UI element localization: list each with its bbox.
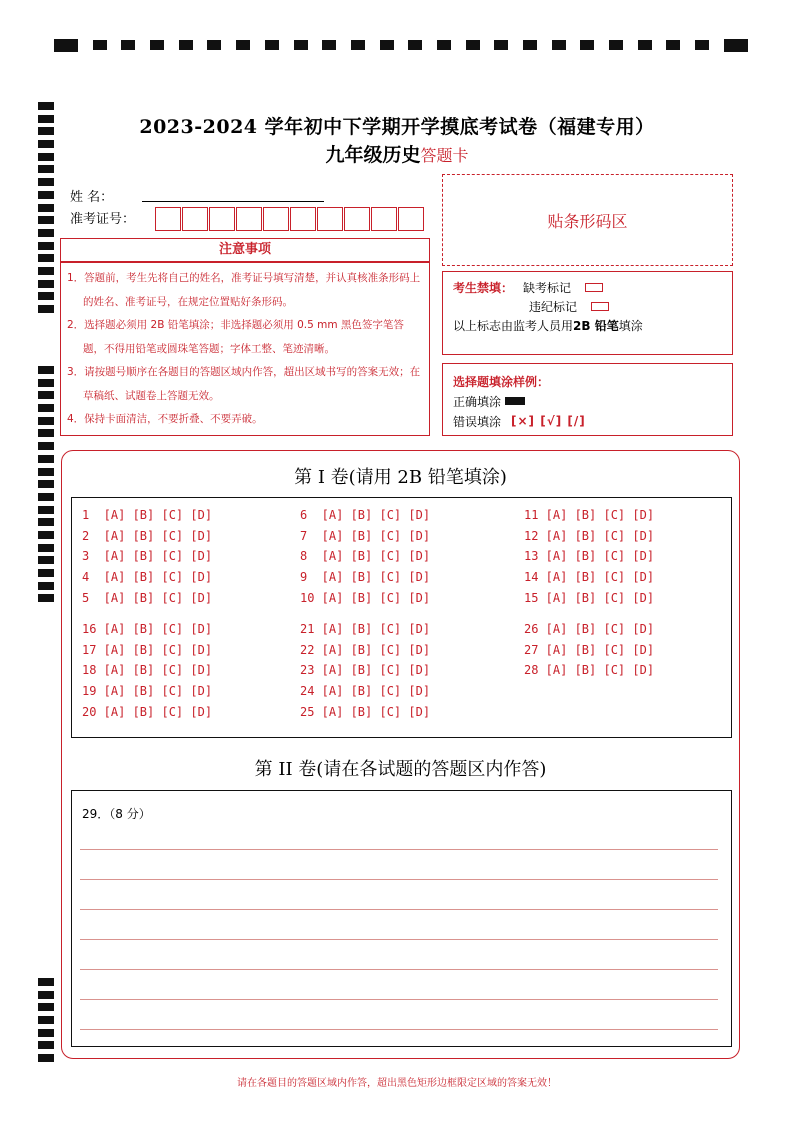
answer-line[interactable] <box>80 999 718 1000</box>
answer-options[interactable]: [A] [B] [C] [D] <box>538 508 655 522</box>
registration-mark <box>93 40 107 50</box>
answer-line[interactable] <box>80 939 718 940</box>
section-1-title: 第 I 卷(请用 2B 铅笔填涂) <box>294 467 507 488</box>
registration-mark <box>38 493 54 501</box>
question-number: 17 <box>82 642 97 657</box>
choice-question[interactable] <box>82 570 212 584</box>
exam-title: 2023-2024 学年初中下学期开学摸底考试卷（福建专用） <box>139 116 655 138</box>
question-number: 24 <box>300 684 315 699</box>
violation-mark-label: 违纪标记 <box>529 300 578 314</box>
exam-id-cell[interactable] <box>263 207 289 231</box>
question-number: 14 <box>524 570 539 585</box>
choice-question[interactable] <box>300 529 430 543</box>
registration-mark <box>121 40 135 50</box>
choice-question[interactable] <box>300 508 430 522</box>
choice-question[interactable] <box>524 549 654 563</box>
choice-question[interactable] <box>300 684 430 698</box>
answer-options[interactable]: [A] [B] [C] [D] <box>96 663 213 678</box>
notice-item-4: 4．保持卡面清洁，不要折叠、不要弄破。 <box>67 413 263 425</box>
choice-question[interactable] <box>82 622 212 636</box>
registration-mark <box>38 569 54 577</box>
question-number: 15 <box>524 590 539 605</box>
choice-question[interactable] <box>524 529 654 543</box>
exam-id-cell[interactable] <box>236 207 262 231</box>
notice-body <box>60 262 430 436</box>
exam-id-cell[interactable] <box>209 207 235 231</box>
exam-id-cell[interactable] <box>371 207 397 231</box>
choice-question[interactable] <box>524 663 654 677</box>
question-number: 8 <box>300 549 315 564</box>
answer-options[interactable]: [A] [B] [C] [D] <box>96 590 213 605</box>
registration-mark <box>380 40 394 50</box>
registration-mark <box>38 379 54 387</box>
question-number: 1 <box>82 508 97 522</box>
exam-id-cell[interactable] <box>290 207 316 231</box>
answer-line[interactable] <box>80 849 718 850</box>
registration-mark <box>38 1003 54 1011</box>
exam-subtitle <box>0 140 794 167</box>
question-29-answer-box <box>71 790 732 1047</box>
registration-mark <box>38 292 54 300</box>
answer-line[interactable] <box>80 909 718 910</box>
exam-id-label: 准考证号： <box>70 212 136 227</box>
choice-question[interactable] <box>300 549 430 563</box>
registration-mark <box>38 305 54 313</box>
question-number: 10 <box>300 590 315 605</box>
correct-fill-example <box>505 397 525 405</box>
answer-options[interactable]: [A] [B] [C] [D] <box>96 528 213 543</box>
question-number: 7 <box>300 528 315 543</box>
name-field[interactable] <box>142 188 324 202</box>
registration-mark <box>38 178 54 186</box>
question-number: 9 <box>300 570 315 585</box>
name-label: 姓 名： <box>70 190 114 205</box>
answer-options[interactable]: [A] [B] [C] [D] <box>314 508 431 522</box>
registration-mark <box>724 39 748 52</box>
registration-mark <box>580 40 594 50</box>
answer-options[interactable]: [A] [B] [C] [D] <box>314 528 431 543</box>
registration-mark <box>38 468 54 476</box>
wrong-fill-label: 错误填涂 <box>453 414 502 429</box>
registration-mark <box>38 102 54 110</box>
choice-question[interactable] <box>82 508 212 522</box>
registration-mark <box>666 40 680 50</box>
registration-mark <box>150 40 164 50</box>
question-number: 27 <box>524 642 539 657</box>
exam-id-cell[interactable] <box>155 207 181 231</box>
registration-mark <box>408 40 422 50</box>
choice-question[interactable] <box>524 622 654 636</box>
registration-mark <box>38 391 54 399</box>
answer-options[interactable]: [A] [B] [C] [D] <box>96 642 213 657</box>
answer-options[interactable]: [A] [B] [C] [D] <box>314 704 431 719</box>
choice-question[interactable] <box>82 591 212 605</box>
wrong-fill-examples: [×] [√] [/] <box>511 414 586 428</box>
exam-id-cells[interactable] <box>155 207 425 231</box>
answer-options[interactable]: [A] [B] [C] [D] <box>314 549 431 564</box>
registration-mark <box>695 40 709 50</box>
registration-mark <box>207 40 221 50</box>
registration-mark <box>38 594 54 602</box>
registration-mark <box>38 191 54 199</box>
choice-question[interactable] <box>82 643 212 657</box>
question-number: 22 <box>300 642 315 657</box>
choice-question[interactable] <box>82 684 212 698</box>
answer-options[interactable]: [A] [B] [C] [D] <box>538 528 655 543</box>
exam-id-cell[interactable] <box>317 207 343 231</box>
answer-options[interactable]: [A] [B] [C] [D] <box>538 549 655 564</box>
exam-id-cell[interactable] <box>182 207 208 231</box>
answer-options[interactable]: [A] [B] [C] [D] <box>314 622 431 636</box>
answer-line[interactable] <box>80 969 718 970</box>
choice-question[interactable] <box>300 663 430 677</box>
forbid-note-suffix: 填涂 <box>618 319 643 333</box>
choice-question[interactable] <box>524 643 654 657</box>
registration-mark <box>38 991 54 999</box>
registration-mark <box>466 40 480 50</box>
registration-mark <box>179 40 193 50</box>
notice-item-3: 3．请按题号顺序在各题目的答题区域内作答，超出区域书写的答案无效；在草稿纸、试题卷上答题无效。 <box>67 366 421 402</box>
question-number: 18 <box>82 663 97 678</box>
question-number: 2 <box>82 528 97 543</box>
registration-mark <box>38 556 54 564</box>
notice-title: 注意事项 <box>60 238 430 262</box>
registration-mark <box>494 40 508 50</box>
question-number: 12 <box>524 528 539 543</box>
question-number: 11 <box>524 508 539 522</box>
registration-mark <box>638 40 652 50</box>
registration-mark <box>552 40 566 50</box>
registration-mark <box>351 40 365 50</box>
question-number: 25 <box>300 704 315 719</box>
answer-options[interactable]: [A] [B] [C] [D] <box>538 590 655 605</box>
registration-mark <box>38 506 54 514</box>
choice-question[interactable] <box>82 663 212 677</box>
answer-line[interactable] <box>80 1029 718 1030</box>
sample-title: 选择题填涂样例： <box>453 374 550 389</box>
exam-id-cell[interactable] <box>398 207 424 231</box>
answer-options[interactable]: [A] [B] [C] [D] <box>538 642 655 657</box>
question-number: 13 <box>524 549 539 564</box>
question-29-label: 29．（8 分） <box>82 807 151 821</box>
registration-mark <box>38 1054 54 1062</box>
registration-mark <box>609 40 623 50</box>
choice-question[interactable] <box>82 529 212 543</box>
choice-question[interactable] <box>82 705 212 719</box>
registration-mark <box>437 40 451 50</box>
question-number: 19 <box>82 684 97 699</box>
answer-options[interactable]: [A] [B] [C] [D] <box>314 590 431 605</box>
notice-item-1: 1．答题前，考生先将自己的姓名，准考证号填写清楚，并认真核准条形码上的姓名、准考证号，在规定位置贴好条形码。 <box>67 272 421 308</box>
fill-sample-box <box>442 363 733 436</box>
answer-options[interactable]: [A] [B] [C] [D] <box>96 508 213 522</box>
choice-question[interactable] <box>524 570 654 584</box>
footer-warning: 请在各题目的答题区域内作答，超出黑色矩形边框限定区域的答案无效！ <box>237 1078 557 1089</box>
top-registration-marks <box>54 38 748 52</box>
question-number: 5 <box>82 590 97 605</box>
answer-options[interactable]: [A] [B] [C] [D] <box>96 684 213 699</box>
registration-mark <box>38 1041 54 1049</box>
answer-options[interactable]: [A] [B] [C] [D] <box>314 642 431 657</box>
choice-question[interactable] <box>524 591 654 605</box>
registration-mark <box>38 204 54 212</box>
registration-mark <box>38 442 54 450</box>
registration-mark <box>38 366 54 374</box>
registration-mark <box>38 429 54 437</box>
choice-question[interactable] <box>300 591 430 605</box>
choice-question[interactable] <box>300 622 430 636</box>
registration-mark <box>523 40 537 50</box>
barcode-label: 贴条形码区 <box>547 211 628 231</box>
answer-options[interactable]: [A] [B] [C] [D] <box>538 663 655 678</box>
exam-id-cell[interactable] <box>344 207 370 231</box>
violation-mark-box[interactable] <box>591 302 609 311</box>
answer-options[interactable]: [A] [B] [C] [D] <box>538 570 655 585</box>
side-registration-marks-bottom <box>38 978 54 1067</box>
registration-mark <box>265 40 279 50</box>
registration-mark <box>38 518 54 526</box>
section-2-title: 第 II 卷(请在各试题的答题区内作答) <box>254 759 547 780</box>
notice-item-2: 2．选择题必须用 2B 铅笔填涂；非选择题必须用 0.5 mm 黑色签字笔答题，不得用铅笔或圆珠笔答题；字体工整、笔迹清晰。 <box>67 319 404 355</box>
registration-mark <box>236 40 250 50</box>
choice-question[interactable] <box>300 643 430 657</box>
answer-options[interactable]: [A] [B] [C] [D] <box>314 663 431 678</box>
answer-options[interactable]: [A] [B] [C] [D] <box>314 684 431 699</box>
question-number: 16 <box>82 622 97 636</box>
registration-mark <box>322 40 336 50</box>
answer-line[interactable] <box>80 879 718 880</box>
answer-options[interactable]: [A] [B] [C] [D] <box>96 549 213 564</box>
barcode-area <box>442 174 733 266</box>
choice-question[interactable] <box>82 549 212 563</box>
forbid-note-prefix: 以上标志由监考人员用 <box>453 319 574 333</box>
registration-mark <box>38 1016 54 1024</box>
absent-mark-label: 缺考标记 <box>523 281 572 295</box>
answer-options[interactable]: [A] [B] [C] [D] <box>96 622 213 636</box>
registration-mark <box>38 1029 54 1037</box>
registration-mark <box>38 978 54 986</box>
registration-mark <box>38 280 54 288</box>
proctor-marks-box <box>442 271 733 355</box>
answer-options[interactable]: [A] [B] [C] [D] <box>96 570 213 585</box>
answer-options[interactable]: [A] [B] [C] [D] <box>538 622 655 636</box>
answer-options[interactable]: [A] [B] [C] [D] <box>96 704 213 719</box>
registration-mark <box>38 417 54 425</box>
absent-mark-box[interactable] <box>585 283 603 292</box>
question-number: 28 <box>524 663 539 678</box>
choice-question[interactable] <box>300 570 430 584</box>
registration-mark <box>38 267 54 275</box>
question-number: 26 <box>524 622 539 636</box>
question-number: 21 <box>300 622 315 636</box>
registration-mark <box>38 229 54 237</box>
forbid-title: 考生禁填： <box>453 281 514 295</box>
registration-mark <box>38 544 54 552</box>
registration-mark <box>38 216 54 224</box>
registration-mark <box>54 39 78 52</box>
question-number: 20 <box>82 704 97 719</box>
question-number: 3 <box>82 549 97 564</box>
choice-question[interactable] <box>300 705 430 719</box>
question-number: 23 <box>300 663 315 678</box>
side-registration-marks-middle <box>38 366 54 607</box>
answer-options[interactable]: [A] [B] [C] [D] <box>314 570 431 585</box>
forbid-note-bold: 2B 铅笔 <box>573 319 619 333</box>
question-number: 4 <box>82 570 97 585</box>
registration-mark <box>38 404 54 412</box>
choice-question[interactable] <box>524 508 654 522</box>
subject-title: 九年级历史 <box>325 144 421 166</box>
registration-mark <box>38 582 54 590</box>
registration-mark <box>38 242 54 250</box>
registration-mark <box>294 40 308 50</box>
registration-mark <box>38 480 54 488</box>
registration-mark <box>38 455 54 463</box>
answer-sheet-label: 答题卡 <box>420 146 469 165</box>
registration-mark <box>38 531 54 539</box>
question-number: 6 <box>300 508 315 522</box>
registration-mark <box>38 254 54 262</box>
correct-fill-label: 正确填涂 <box>453 394 502 409</box>
